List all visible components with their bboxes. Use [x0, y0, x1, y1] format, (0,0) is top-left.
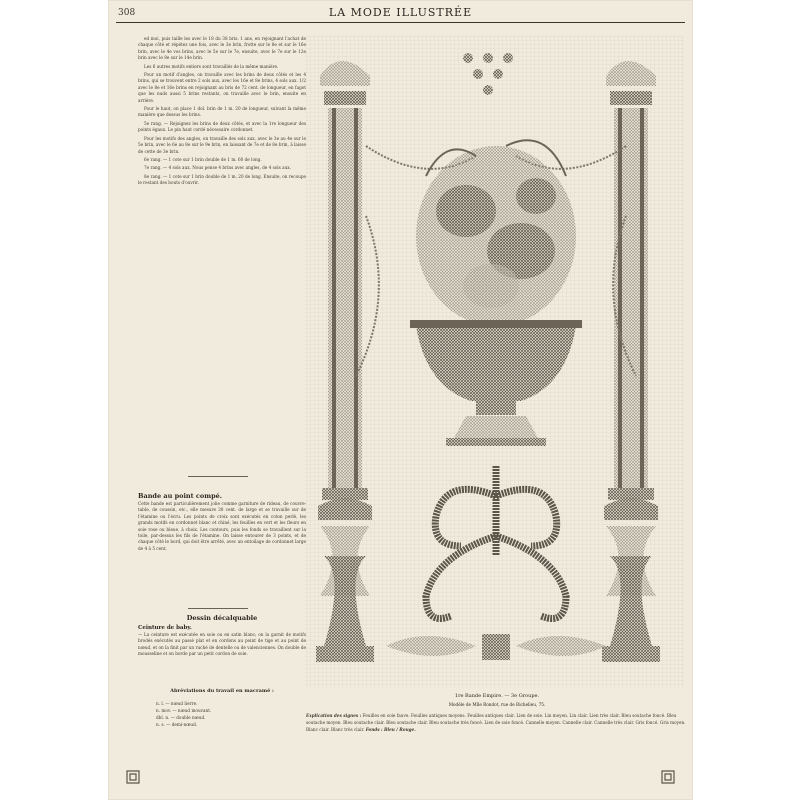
- section-divider: [188, 476, 248, 477]
- abbreviations-title: Abréviations du travail en macramé :: [170, 688, 274, 694]
- section-divider: [188, 608, 248, 609]
- list-item: dbl. n. — double nœud.: [156, 715, 206, 720]
- magazine-page: [108, 0, 693, 800]
- stitch-legend: [306, 712, 686, 733]
- paragraph: 5e rang. — Rejoignez les brins de deux côtés, et avec la 1re longueur des points égaux. Le pin haut cordé nécessaire cordonnet.: [138, 120, 306, 133]
- paragraph: ed moi, puis taille les avec le 18 du 38 bris. 1 ans, en rejoignant l'achat de chaque côté et répétez une fois, avec le 3e brin, frotte sur le 8e et sur le 16e brin, avec le 4e vos brins, avec le 5e sur le 7e, ensuite, avec le 7e sur le 12e brin avec le 8e sur le 14e brin.: [138, 36, 306, 61]
- corner-ornament-icon: [126, 770, 140, 784]
- paragraph: 7e rang. — 4 sols aux. Nous pense 4 brins avec angles, de 4 sols aux.: [144, 165, 291, 171]
- abbreviations-list: [156, 700, 306, 728]
- paragraph: Les 6 autres motifs entiers sont travaillés de la même manière.: [144, 63, 279, 69]
- paragraph: Pour un motif d'angles, on travaille avec les brins de deux côtés et les 4 brins, qui se trouvent entre 2 sols aux, avec les 16e et 8e brins, 4 sols aux. 1/2 avec le 8e et 16e brins en rejoignant au bris de 72 cent. de longueur, en fagot que les nuds aussi 5 brins restants, on travaille avec le brin, ensuite en arrière.: [138, 72, 306, 103]
- legend-text: Feuilles en soie fauve. Feuilles antiques moyens. Feuilles antiques clair. Lien de soie. Lin moyen. Lin clair. Lien très clair. Bleu soutache foncé. Bleu soutache moyen. Bleu soutache clair. Bleu soutache clair. Bleu soutache très foncé. Lien de soie foncé. Cannelle moyen. Cannelle clair. Cannelle très clair. Gris foncé. Gris moyen. Blanc clair. Blanc très clair.: [306, 713, 686, 732]
- section-title: Dessin décalquable: [186, 614, 258, 622]
- caption-title: 1re Bande Empire. — 3e Groupe.: [454, 693, 540, 699]
- caption-credit: Modèle de Mlle Rondot, rue de Richelieu, 75.: [448, 702, 546, 707]
- page-header: [108, 6, 693, 22]
- legend-end: Fonds : Bleu / Rouge.: [365, 727, 416, 732]
- pattern-illustration: [306, 36, 684, 688]
- legend-title: Explication des signes :: [306, 713, 362, 718]
- cross-stitch-pattern: [306, 36, 684, 688]
- section-subtitle: Ceinture de baby.: [138, 625, 192, 631]
- journal-title: LA MODE ILLUSTRÉE: [328, 6, 473, 19]
- paragraph: Pour le haut, on place 1 dol. brin de 1 m. 20 de longueur, suivant la même manière que dessus les brins.: [138, 106, 306, 118]
- paragraph: 6e rang. — 1 cote sur 1 brin double de 1 m. 60 de long.: [144, 156, 262, 162]
- paragraph: 8e rang. — 1 cote sur 1 brin double de 1 m. 20 de long. Ensuite, on recoupe le restant des bouts d'ouvrir.: [138, 173, 306, 186]
- section-body: Cette bande est particulièrement jolie comme garniture de rideau, de couvre-table, de coussin, etc., elle mesure 30 cent. de large et se travaille sur de l'étamine ou l'écru. Les points de croix sont exécutés en coton perlé, les grands motifs en cordonnet blanc et chiné, les feuilles en vert et les fleurs en soie rose ou bleue, à choix. Les contours, puis les fonds se travaillent sur la toile, par-dessus les fils de l'étamine. On laisse entourer de 3 points, et de chaque côté le bord, qui doit être arrêté, avec un entoilage de cordonnet large de 4 à 5 cent.: [138, 501, 306, 551]
- header-rule: [116, 22, 685, 23]
- section-body: — La ceinture est exécutée en soie ou en satin blanc; on la garnit de motifs brodés exécutés au passé plat et en cordons au point de tige et au point de nœud, et on la finit par un ruché de dentelle ou de valenciennes. On double de mousseline et on borde par un petit cordon de soie.: [138, 632, 306, 657]
- instructions-column: [138, 36, 306, 189]
- list-item: n. s. — demi-nœud.: [156, 722, 198, 727]
- list-item: n. l. — nœud lierre.: [156, 701, 198, 706]
- corner-ornament-icon: [661, 770, 675, 784]
- plate-caption: [308, 693, 686, 707]
- section-title: Bande au point compé.: [138, 492, 223, 500]
- page-number: 308: [118, 8, 136, 18]
- list-item: n. mov. — nœud mouvant.: [156, 708, 212, 713]
- paragraph: Pour les motifs des angles, on travaille des sols aux, avec le 3e au 4e sur le 5e brin, avec le 6e au 8e sur le 9e brin, en laissant de 7e et de 8e brin, à laisse de cette de 3e brin.: [138, 135, 306, 154]
